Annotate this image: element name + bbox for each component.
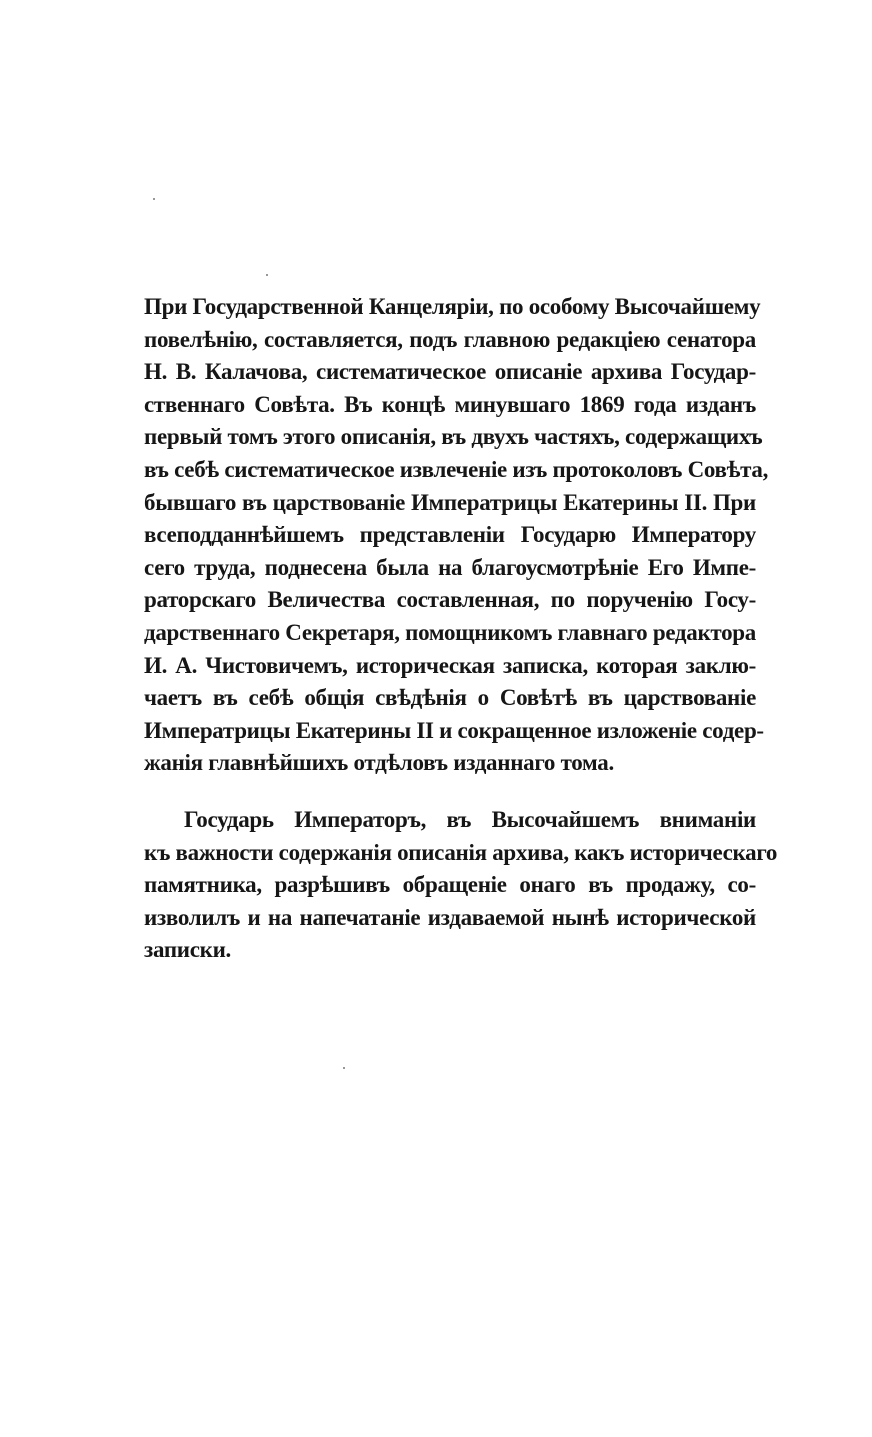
text-line: Императрицы Екатерины II и сокращенное изложеніе содер-	[144, 717, 764, 743]
text-line: изволилъ и на напечатаніе издаваемой нынѣ исторической	[144, 904, 756, 930]
text-line: дарственнаго Секретаря, помощникомъ главнаго редактора	[144, 619, 756, 645]
paragraph-spacer	[144, 780, 756, 804]
text-line: чаетъ въ себѣ общія свѣдѣнія о Совѣтѣ въ царствованіе	[144, 685, 756, 711]
text-line: повелѣнію, составляется, подъ главною редакціею сенатора	[144, 326, 756, 352]
text-line: ственнаго Совѣта. Въ концѣ минувшаго 1869 года изданъ	[144, 391, 756, 417]
text-line: сего труда, поднесена была на благоусмотрѣніе Его Импе-	[144, 554, 756, 580]
text-line: всеподданнѣйшемъ представленіи Государю Императору	[144, 522, 756, 548]
text-line: къ важности содержанія описанія архива, какъ историческаго	[144, 839, 778, 865]
body-text	[144, 291, 778, 967]
paragraph-1	[144, 291, 769, 780]
scan-speck	[343, 1067, 345, 1069]
scan-speck	[153, 198, 155, 200]
text-line: записки.	[144, 937, 232, 963]
text-line: въ себѣ систематическое извлеченіе изъ протоколовъ Совѣта,	[144, 456, 769, 482]
text-line: раторскаго Величества составленная, по порученію Госу-	[144, 587, 756, 613]
text-line: При Государственной Канцеляріи, по особому Высочайшему	[144, 294, 761, 319]
text-line: бывшаго въ царствованіе Императрицы Екатерины II. При	[144, 489, 756, 515]
text-line: первый томъ этого описанія, въ двухъ частяхъ, содержащихъ	[144, 424, 763, 450]
text-line: И. А. Чистовичемъ, историческая записка, которая заклю-	[144, 652, 756, 678]
text-line: памятника, разрѣшивъ обращеніе онаго въ продажу, со-	[144, 872, 756, 898]
scan-speck	[266, 274, 268, 276]
text-line: Государь Императоръ, въ Высочайшемъ вниманіи	[184, 806, 756, 832]
text-line: жанія главнѣйшихъ отдѣловъ изданнаго тома.	[144, 750, 614, 776]
text-line: Н. В. Калачова, систематическое описаніе архива Государ-	[144, 359, 756, 385]
paragraph-2	[144, 804, 778, 967]
